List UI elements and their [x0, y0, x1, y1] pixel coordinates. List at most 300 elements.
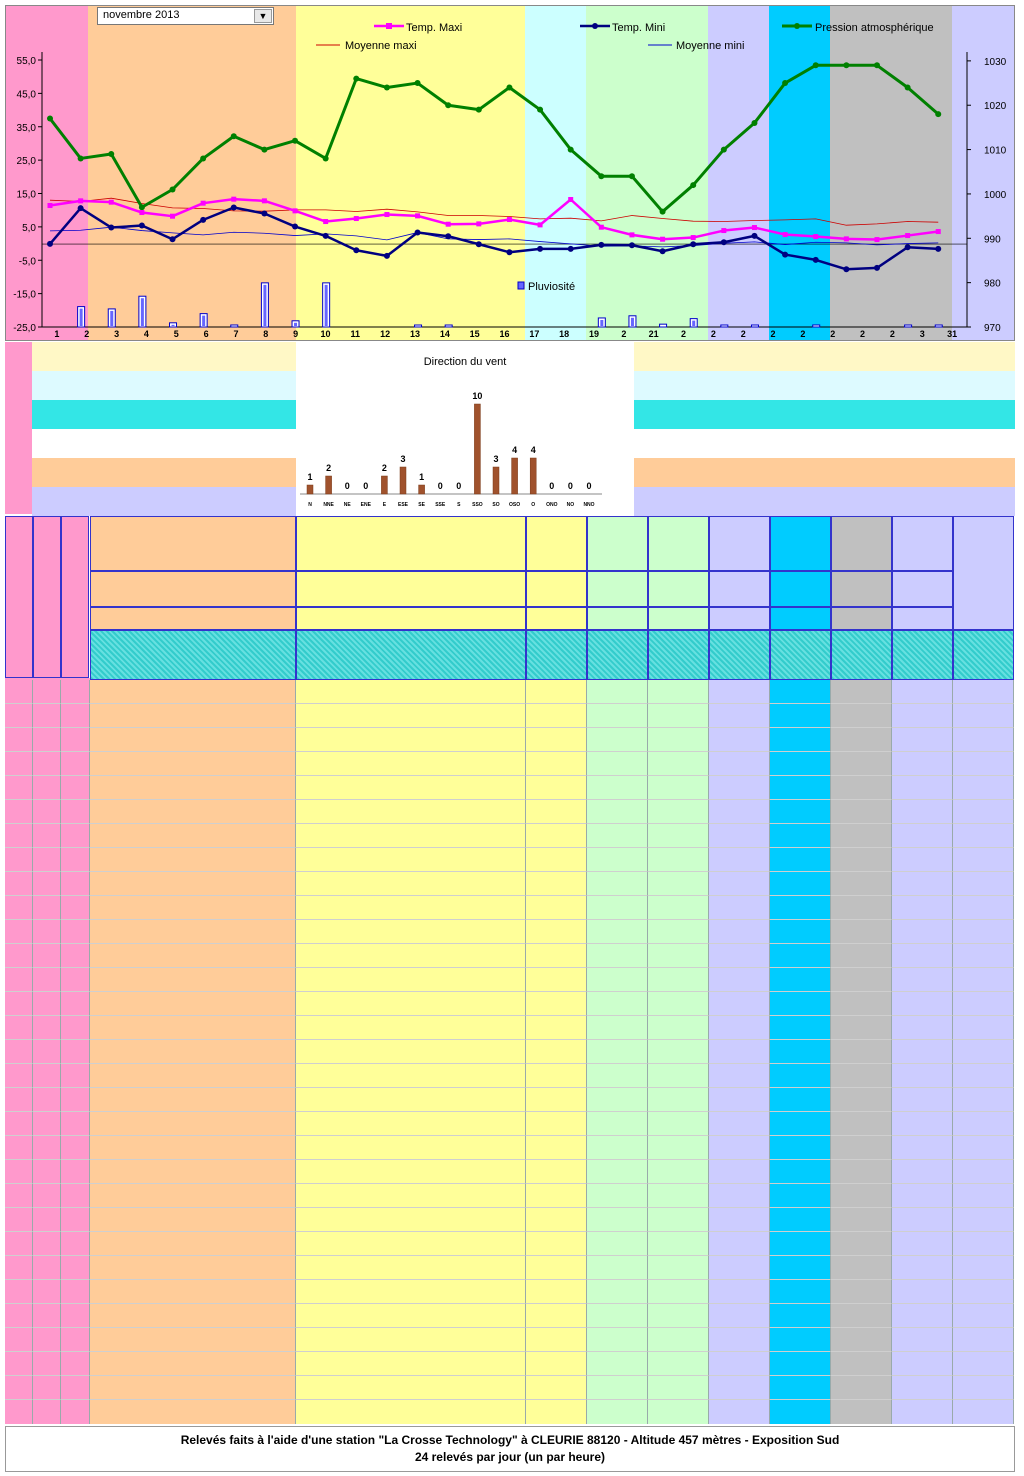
y-right-tick-label: 970 [984, 323, 1001, 334]
summary-left-label [90, 371, 296, 400]
table-cell-vent [892, 1136, 953, 1160]
table-cell-mmaxi [5, 1376, 33, 1400]
table-cell-moy [648, 1160, 709, 1184]
wind-direction-label: N [308, 502, 312, 508]
table-cell-tmin [587, 1208, 648, 1232]
x-tick-label: 2 [830, 329, 836, 339]
table-cell-pluie [709, 728, 770, 752]
stats-mini-month [587, 571, 648, 607]
footer-line-1: Relevés faits à l'aide d'une station "La Crosse Technology" à CLEURIE 88120 - Altitude 457 mètres - Exposition Sud [180, 1433, 840, 1447]
table-cell-moy [648, 1376, 709, 1400]
x-tick-label: 4 [143, 329, 149, 339]
temp-maxi-point [568, 197, 573, 202]
temp-mini-point [751, 233, 757, 239]
table-cell-mmaxi [5, 1040, 33, 1064]
table-cell-pluie [709, 776, 770, 800]
table-cell-neige [831, 848, 892, 872]
temp-maxi-point [48, 203, 53, 208]
table-cell-neige [831, 1208, 892, 1232]
rain-bar [751, 325, 758, 327]
table-filler-moy [648, 1400, 709, 1424]
table-cell-mpluie [61, 1016, 90, 1040]
stats-mini-total [587, 607, 648, 630]
table-cell-date [90, 1088, 296, 1112]
table-cell-pluie [709, 848, 770, 872]
y-left-tick-label: 5,0 [22, 222, 36, 234]
table-cell-pluie [709, 1112, 770, 1136]
table-cell-vit [953, 824, 1014, 848]
table-cell-mmaxi [5, 1088, 33, 1112]
temp-mini-point [415, 230, 421, 236]
rain-bar [445, 325, 452, 327]
table-cell-mmini [33, 1160, 61, 1184]
table-cell-mmini [33, 1352, 61, 1376]
table-cell-moy [648, 1304, 709, 1328]
stats-maxi-month [526, 571, 587, 607]
table-filler-pres [770, 1400, 831, 1424]
temp-mini-point [598, 242, 604, 248]
temp-maxi-point [201, 201, 206, 206]
table-cell-vent [892, 1088, 953, 1112]
legend-pluviosite: Pluviosité [528, 281, 576, 293]
table-cell-neige [831, 1304, 892, 1328]
table-cell-neige [831, 1256, 892, 1280]
table-cell-vit [953, 1304, 1014, 1328]
table-cell-tmin [587, 752, 648, 776]
table-cell-pres [770, 1328, 831, 1352]
table-cell-vit [953, 800, 1014, 824]
stats-neige-month [831, 571, 892, 607]
summary-left-label [90, 429, 296, 458]
table-header-7 [831, 630, 892, 680]
table-cell-date [90, 728, 296, 752]
table-cell-date [90, 1160, 296, 1184]
pression-point [445, 102, 451, 108]
table-cell-pres [770, 1136, 831, 1160]
temp-mini-point [476, 241, 482, 247]
table-cell-date [90, 1040, 296, 1064]
table-cell-pluie [709, 1304, 770, 1328]
legend-moyenne-mini: Moyenne mini [676, 40, 745, 52]
table-cell-date [90, 704, 296, 728]
rain-bar [721, 325, 728, 327]
temp-mini-point [935, 246, 941, 252]
table-header-5 [709, 630, 770, 680]
table-cell-mpluie [61, 728, 90, 752]
table-cell-pluie [709, 1088, 770, 1112]
table-cell-tmin [587, 1232, 648, 1256]
stats-moyenne-month [648, 571, 709, 607]
wind-direction-label: SO [492, 502, 500, 508]
table-cell-date [90, 1016, 296, 1040]
pression-point [537, 107, 543, 113]
table-cell-neige [831, 992, 892, 1016]
wind-bar-label: 0 [344, 481, 350, 491]
table-cell-vit [953, 1352, 1014, 1376]
table-cell-mpluie [61, 1160, 90, 1184]
x-tick-label: 13 [409, 329, 420, 339]
table-cell-tmin [587, 1304, 648, 1328]
table-header-4 [648, 630, 709, 680]
x-tick-label: 1 [54, 329, 60, 339]
table-cell-date [90, 1280, 296, 1304]
table-cell-vent [892, 728, 953, 752]
table-cell-pres [770, 1184, 831, 1208]
table-cell-tmax [526, 920, 587, 944]
summary-right-value [770, 458, 830, 487]
summary-right-label [634, 487, 770, 516]
table-cell-vent [892, 1232, 953, 1256]
table-cell-pluie [709, 872, 770, 896]
table-cell-date [90, 896, 296, 920]
table-cell-neige [831, 1112, 892, 1136]
table-cell-pluie [709, 680, 770, 704]
wind-bar-label: 1 [307, 472, 313, 482]
table-header-3 [587, 630, 648, 680]
table-cell-mmaxi [5, 968, 33, 992]
table-cell-mpluie [61, 968, 90, 992]
wind-direction-label: NE [343, 502, 351, 508]
wind-bar [474, 404, 480, 494]
pression-point [874, 62, 880, 68]
table-cell-mmini [33, 992, 61, 1016]
table-cell-mmini [33, 1136, 61, 1160]
table-cell-tmin [587, 1352, 648, 1376]
table-cell-temps [296, 1184, 526, 1208]
legend-temp-mini-marker [592, 23, 598, 29]
x-tick-label: 3 [114, 329, 120, 339]
y-left-tick-label: -5,0 [18, 256, 36, 268]
table-cell-tmax [526, 824, 587, 848]
table-cell-pres [770, 1160, 831, 1184]
summary-right-date [830, 342, 1015, 371]
table-cell-vent [892, 704, 953, 728]
y-right-tick-label: 980 [984, 278, 1001, 290]
wind-bar [419, 485, 425, 494]
temp-maxi-point [599, 225, 604, 230]
table-cell-pluie [709, 824, 770, 848]
table-cell-moy [648, 872, 709, 896]
temp-mini-point [782, 252, 788, 258]
table-cell-tmax [526, 968, 587, 992]
table-cell-neige [831, 896, 892, 920]
table-cell-vit [953, 992, 1014, 1016]
table-cell-tmax [526, 728, 587, 752]
table-cell-neige [831, 1376, 892, 1400]
table-cell-vent [892, 1040, 953, 1064]
table-cell-date [90, 1064, 296, 1088]
table-cell-pres [770, 680, 831, 704]
temp-maxi-point [629, 232, 634, 237]
table-cell-date [90, 992, 296, 1016]
stats-label-month [296, 571, 526, 607]
table-cell-mmaxi [5, 992, 33, 1016]
table-cell-pluie [709, 944, 770, 968]
rain-bar-fill [600, 320, 603, 326]
table-cell-tmin [587, 704, 648, 728]
temp-mini-point [78, 205, 84, 211]
chevron-down-icon[interactable]: ▼ [254, 9, 272, 23]
wind-direction-label: ENE [360, 502, 371, 508]
table-cell-tmin [587, 1064, 648, 1088]
table-cell-temps [296, 776, 526, 800]
table-cell-vent [892, 1160, 953, 1184]
table-cell-mmini [33, 1184, 61, 1208]
table-cell-vent [892, 752, 953, 776]
x-tick-label: 19 [589, 329, 600, 339]
table-cell-pluie [709, 1376, 770, 1400]
table-cell-vit [953, 1040, 1014, 1064]
pression-point [751, 120, 757, 126]
table-cell-pluie [709, 704, 770, 728]
summary-left-value [32, 458, 90, 487]
table-cell-mmaxi [5, 1184, 33, 1208]
table-cell-pluie [709, 1256, 770, 1280]
table-filler-vent [892, 1400, 953, 1424]
table-cell-moy [648, 824, 709, 848]
table-cell-neige [831, 680, 892, 704]
x-tick-label: 2 [889, 329, 895, 339]
table-cell-date [90, 824, 296, 848]
temp-maxi-point [231, 197, 236, 202]
table-cell-tmax [526, 1256, 587, 1280]
temp-maxi-point [752, 225, 757, 230]
table-cell-pres [770, 728, 831, 752]
table-cell-mpluie [61, 992, 90, 1016]
stats-vent-total [892, 607, 953, 630]
table-cell-vit [953, 1208, 1014, 1232]
table-cell-mmini [33, 944, 61, 968]
table-cell-pluie [709, 968, 770, 992]
rain-bar-fill [202, 316, 205, 326]
table-header-6 [770, 630, 831, 680]
table-cell-moy [648, 1064, 709, 1088]
footer [5, 1426, 1015, 1472]
summary-right-label [634, 429, 770, 458]
temp-mini-point [139, 223, 145, 229]
table-cell-vit [953, 1184, 1014, 1208]
legend-temp-maxi-marker [386, 23, 392, 29]
table-cell-date [90, 920, 296, 944]
table-cell-pluie [709, 920, 770, 944]
table-cell-mmini [33, 1040, 61, 1064]
table-cell-mmaxi [5, 1328, 33, 1352]
legend-pression-marker [794, 23, 800, 29]
table-cell-mmaxi [5, 800, 33, 824]
wind-bar-label: 3 [493, 454, 499, 464]
stats-label-total [296, 607, 526, 630]
table-cell-temps [296, 968, 526, 992]
table-cell-mmaxi [5, 1112, 33, 1136]
table-cell-tmax [526, 1232, 587, 1256]
summary-left-label [90, 458, 296, 487]
stats-pluie-historic [709, 516, 770, 571]
table-cell-neige [831, 920, 892, 944]
table-cell-mmaxi [5, 704, 33, 728]
table-cell-pres [770, 824, 831, 848]
table-cell-mmini [33, 1232, 61, 1256]
rain-bar-fill [110, 311, 113, 326]
temp-mini-point [568, 246, 574, 252]
table-cell-pres [770, 1352, 831, 1376]
table-cell-mpluie [61, 1232, 90, 1256]
table-cell-temps [296, 1136, 526, 1160]
wind-direction-label: ONO [546, 502, 558, 508]
table-cell-mmaxi [5, 1352, 33, 1376]
table-filler-vit [953, 1400, 1014, 1424]
table-cell-mmini [33, 1016, 61, 1040]
temp-mini-point [323, 233, 329, 239]
table-cell-vent [892, 992, 953, 1016]
table-cell-mmini [33, 1376, 61, 1400]
table-cell-tmax [526, 680, 587, 704]
x-tick-label: 7 [233, 329, 239, 339]
table-cell-mmini [33, 848, 61, 872]
table-cell-mmaxi [5, 1304, 33, 1328]
table-cell-mpluie [61, 1280, 90, 1304]
table-cell-pres [770, 1232, 831, 1256]
table-cell-moy [648, 920, 709, 944]
table-cell-pres [770, 1064, 831, 1088]
x-tick-label: 2 [770, 329, 776, 339]
x-tick-label: 6 [203, 329, 209, 339]
table-cell-neige [831, 824, 892, 848]
month-select-value: novembre 2013 [103, 9, 180, 21]
table-cell-date [90, 1328, 296, 1352]
table-cell-mpluie [61, 1328, 90, 1352]
temp-maxi-point [874, 237, 879, 242]
y-left-tick-label: 55,0 [16, 56, 36, 67]
temp-maxi-point [293, 208, 298, 213]
table-cell-mmaxi [5, 1136, 33, 1160]
table-cell-neige [831, 1136, 892, 1160]
table-cell-mpluie [61, 680, 90, 704]
table-cell-mmini [33, 680, 61, 704]
table-cell-temps [296, 1016, 526, 1040]
x-tick-label: 2 [740, 329, 746, 339]
stats-label-historic [296, 516, 526, 571]
table-cell-mmaxi [5, 848, 33, 872]
wind-bar-label: 0 [567, 481, 573, 491]
table-cell-pres [770, 1112, 831, 1136]
table-filler-tmax [526, 1400, 587, 1424]
table-cell-moy [648, 1136, 709, 1160]
table-cell-temps [296, 1160, 526, 1184]
table-cell-temps [296, 1064, 526, 1088]
wind-bar [326, 476, 332, 494]
table-cell-tmax [526, 1112, 587, 1136]
x-tick-label: 2 [710, 329, 716, 339]
table-cell-neige [831, 1328, 892, 1352]
table-cell-moy [648, 1232, 709, 1256]
pression-point [292, 138, 298, 144]
table-cell-tmin [587, 824, 648, 848]
table-cell-mpluie [61, 704, 90, 728]
x-tick-label: 2 [621, 329, 627, 339]
table-cell-pres [770, 1040, 831, 1064]
table-cell-pluie [709, 1016, 770, 1040]
stats-temp-avg-historic [90, 516, 296, 571]
table-cell-date [90, 1304, 296, 1328]
wind-bar-label: 4 [530, 445, 536, 455]
temp-maxi-point [721, 228, 726, 233]
rain-bar-fill [80, 309, 83, 326]
table-filler-temps [296, 1400, 526, 1424]
table-cell-vit [953, 728, 1014, 752]
temp-mini-point [537, 246, 543, 252]
table-cell-mmaxi [5, 1232, 33, 1256]
table-cell-pres [770, 1304, 831, 1328]
stats-blank-total [90, 607, 296, 630]
stats-pluie-month [709, 571, 770, 607]
table-cell-pres [770, 944, 831, 968]
table-cell-mmini [33, 1304, 61, 1328]
table-cell-vit [953, 704, 1014, 728]
pression-point [660, 209, 666, 215]
wind-direction-label: NO [566, 502, 575, 508]
table-cell-vit [953, 1064, 1014, 1088]
pression-point [108, 151, 114, 157]
table-cell-pres [770, 752, 831, 776]
table-cell-neige [831, 1088, 892, 1112]
month-select[interactable] [97, 7, 274, 25]
temp-maxi-point [936, 229, 941, 234]
stats-vent-dominant [892, 571, 953, 607]
table-cell-moy [648, 1112, 709, 1136]
table-cell-pres [770, 1376, 831, 1400]
table-cell-tmax [526, 1328, 587, 1352]
table-cell-neige [831, 1232, 892, 1256]
table-cell-moy [648, 968, 709, 992]
table-filler-mmaxi [5, 1400, 33, 1424]
chart-band-8 [830, 6, 952, 340]
table-cell-neige [831, 1280, 892, 1304]
table-cell-vent [892, 1304, 953, 1328]
wind-bar-label: 0 [437, 481, 443, 491]
pression-point [384, 84, 390, 90]
table-cell-tmax [526, 1040, 587, 1064]
table-cell-tmin [587, 1328, 648, 1352]
table-cell-tmax [526, 1136, 587, 1160]
table-cell-neige [831, 1040, 892, 1064]
table-cell-moy [648, 1328, 709, 1352]
table-cell-vent [892, 824, 953, 848]
pression-point [231, 133, 237, 139]
y-left-tick-label: 35,0 [16, 122, 36, 134]
wind-bar-label: 2 [326, 463, 332, 473]
table-cell-vent [892, 1256, 953, 1280]
table-cell-vent [892, 800, 953, 824]
table-cell-tmin [587, 920, 648, 944]
temp-maxi-point [691, 235, 696, 240]
table-cell-moy [648, 776, 709, 800]
table-cell-tmin [587, 1016, 648, 1040]
table-cell-vit [953, 1136, 1014, 1160]
wind-direction-label: ESE [397, 502, 409, 508]
table-cell-pluie [709, 1328, 770, 1352]
table-cell-moy [648, 992, 709, 1016]
table-cell-pluie [709, 1040, 770, 1064]
table-header-9 [953, 630, 1014, 680]
table-cell-pres [770, 776, 831, 800]
table-cell-moy [648, 1088, 709, 1112]
table-filler-mpluie [61, 1400, 90, 1424]
table-cell-temps [296, 1088, 526, 1112]
table-cell-pres [770, 1088, 831, 1112]
wind-direction-label: O [531, 502, 536, 508]
wind-bar [530, 458, 536, 494]
summary-left-label [90, 487, 296, 516]
